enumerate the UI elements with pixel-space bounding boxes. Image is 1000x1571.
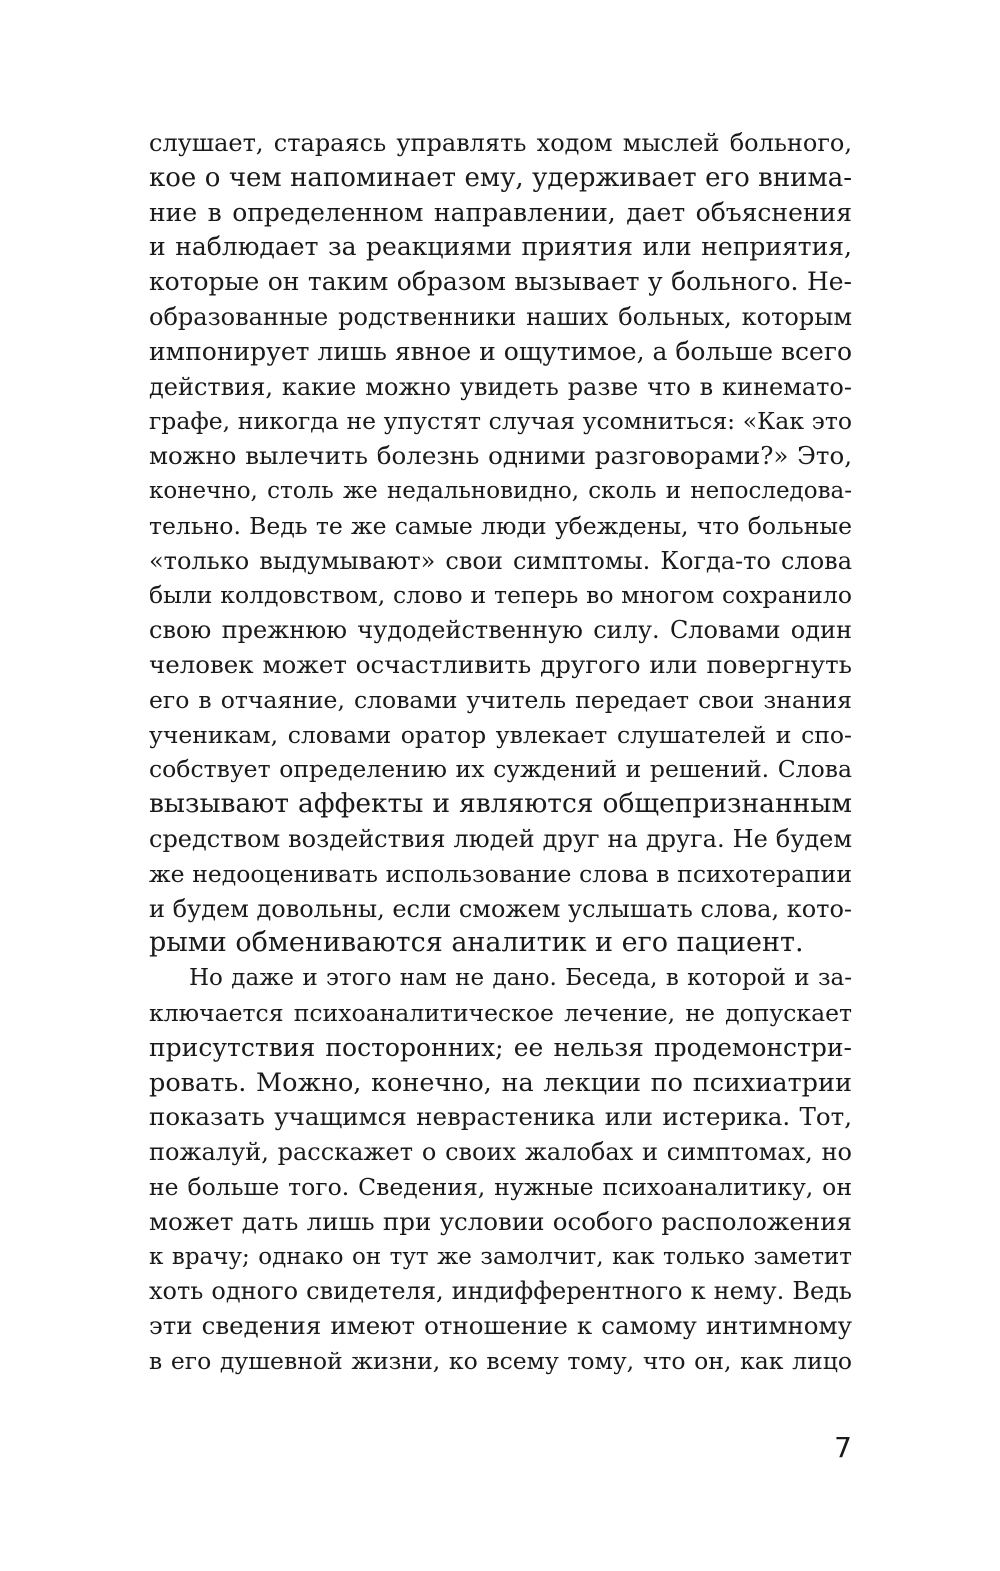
text-line: «только выдумывают» свои симптомы. Когда-то слова <box>149 546 852 575</box>
paragraph-2 <box>149 961 852 1379</box>
text-line: ключается психоаналитическое лечение, не допускает <box>149 998 852 1027</box>
text-line: действия, какие можно увидеть разве что в кинемато- <box>149 372 852 401</box>
text-line: присутствия посторонних; ее нельзя продемонстри- <box>149 1032 852 1062</box>
text-line: не больше того. Сведения, нужные психоаналитику, он <box>149 1172 852 1201</box>
text-line: можно вылечить болезнь одними разговорами?» Это, <box>149 441 852 471</box>
page-number: 7 <box>834 1431 852 1464</box>
text-line: показать учащимся неврастеника или истерика. Тот, <box>149 1102 852 1132</box>
text-line: конечно, столь же недальновидно, сколь и непоследова- <box>149 477 852 504</box>
text-line: образованные родственники наших больных, которым <box>149 302 852 331</box>
text-line: были колдовством, слово и теперь во многом сохранило <box>149 581 852 610</box>
text-line: рыми обмениваются аналитик и его пациент. <box>149 927 804 959</box>
text-line: слушает, стараясь управлять ходом мыслей больного, <box>149 129 852 157</box>
text-line: в его душевной жизни, ко всему тому, что он, как лицо <box>149 1346 852 1375</box>
text-line: же недооценивать использование слова в психотерапии <box>149 859 852 888</box>
text-line: ние в определенном направлении, дает объяснения <box>149 197 852 227</box>
text-line: собствует определению их суждений и решений. Слова <box>149 755 852 784</box>
text-line: пожалуй, расскажет о своих жалобах и симптомах, но <box>149 1138 852 1167</box>
text-line: может дать лишь при условии особого расположения <box>149 1206 852 1236</box>
text-line: эти сведения имеют отношение к самому интимному <box>149 1311 852 1341</box>
text-line: средством воздействия людей друг на друга. Не будем <box>149 824 852 853</box>
page-body-text <box>149 126 852 1379</box>
text-line: хоть одного свидетеля, индифферентного к нему. Ведь <box>149 1277 852 1306</box>
text-line: кое о чем напоминает ему, удерживает его внима- <box>149 162 852 193</box>
text-line: и наблюдает за реакциями приятия или неприятия, <box>149 232 852 262</box>
text-line: импонирует лишь явное и ощутимое, а больше всего <box>149 336 852 366</box>
text-line: тельно. Ведь те же самые люди убеждены, что больные <box>149 511 852 540</box>
text-line: свою прежнюю чудодейственную силу. Словами один <box>149 616 852 645</box>
text-line: вызывают аффекты и являются общепризнанным <box>149 788 852 820</box>
paragraph-1 <box>149 126 852 961</box>
text-line: и будем довольны, если сможем услышать слова, кото- <box>149 894 852 923</box>
text-line: его в отчаяние, словами учитель передает свои знания <box>149 685 852 714</box>
text-line: которые он таким образом вызывает у больного. Не- <box>149 267 852 297</box>
text-line: ученикам, словами оратор увлекает слушателей и спо- <box>149 720 852 749</box>
text-line: к врачу; однако он тут же замолчит, как только заметит <box>149 1243 852 1270</box>
text-line: ровать. Можно, конечно, на лекции по психиатрии <box>149 1067 852 1098</box>
text-line: Но даже и этого нам не дано. Беседа, в которой и за- <box>189 965 852 992</box>
text-line: графе, никогда не упустят случая усомниться: «Как это <box>149 407 852 436</box>
text-line: человек может осчастливить другого или повергнуть <box>149 649 852 679</box>
